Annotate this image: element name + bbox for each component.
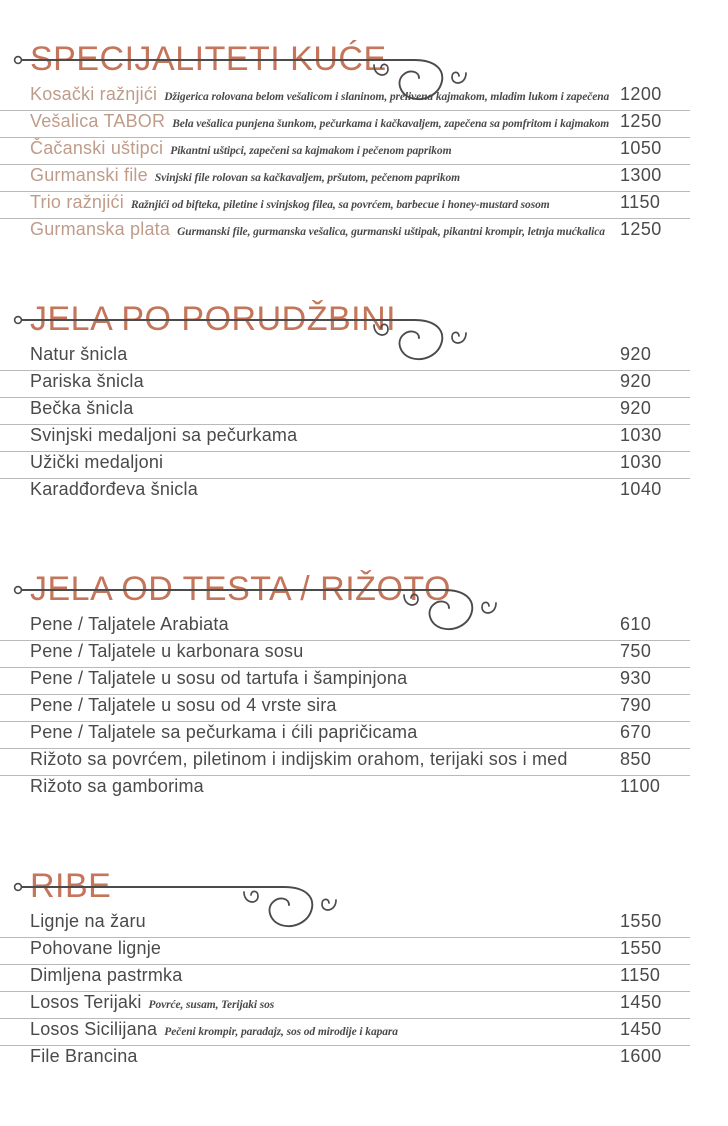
menu-item-main — [30, 938, 620, 959]
menu-item-row — [0, 479, 690, 506]
menu-item-name: Trio ražnjići — [30, 192, 124, 212]
menu-item-price: 1150 — [620, 192, 661, 212]
menu-item-main — [30, 479, 620, 500]
menu-item-description: Pikantni uštipci, zapečeni sa kajmakom i pečenom paprikom — [170, 145, 452, 157]
menu-item-name: Pene / Taljatele u sosu od 4 vrste sira — [30, 695, 337, 715]
menu-item-main — [30, 911, 620, 932]
menu-item-price: 1550 — [620, 938, 662, 958]
menu-item-price: 670 — [620, 722, 652, 742]
menu-item-row — [0, 614, 690, 641]
menu-item-row — [0, 371, 690, 398]
menu-item-list — [0, 911, 728, 1073]
menu-item-main — [30, 614, 620, 635]
menu-item-main — [30, 398, 620, 419]
section-title: RIBE — [30, 867, 112, 905]
menu-item-main — [30, 1046, 620, 1067]
menu-item-main — [30, 371, 620, 392]
menu-item-main — [30, 668, 620, 689]
menu-item-main — [30, 722, 620, 743]
menu-sections — [0, 26, 728, 1099]
section-spacer — [0, 246, 728, 286]
menu-item-row — [0, 138, 690, 165]
menu-item-list — [0, 344, 728, 506]
section-spacer — [0, 803, 728, 853]
menu-item-list — [0, 84, 728, 246]
menu-item-name: Čačanski uštipci — [30, 138, 164, 158]
menu-item-main — [30, 344, 620, 365]
menu-item-description: Pečeni krompir, paradajz, sos od mirodije i kapara — [164, 1026, 398, 1038]
menu-item-row — [0, 425, 690, 452]
section-title: JELA PO PORUDŽBINI — [30, 300, 397, 338]
menu-section — [0, 286, 728, 506]
menu-item-main — [30, 992, 620, 1013]
menu-item-main — [30, 111, 620, 132]
menu-item-price: 1050 — [620, 138, 662, 158]
menu-item-row — [0, 111, 690, 138]
menu-item-row — [0, 911, 690, 938]
menu-item-row — [0, 641, 690, 668]
menu-item-name: File Brancina — [30, 1046, 138, 1066]
menu-item-main — [30, 776, 620, 797]
menu-item-price: 1550 — [620, 911, 662, 931]
section-header — [0, 26, 728, 84]
menu-item-name: Svinjski medaljoni sa pečurkama — [30, 425, 298, 445]
menu-item-main — [30, 165, 620, 186]
menu-item-price: 610 — [620, 614, 652, 634]
menu-item-name: Rižoto sa povrćem, piletinom i indijskim orahom, terijaki sos i med — [30, 749, 568, 769]
menu-item-main — [30, 641, 620, 662]
menu-item-row — [0, 965, 690, 992]
menu-item-row — [0, 398, 690, 425]
menu-item-name: Dimljena pastrmka — [30, 965, 183, 985]
section-header — [0, 286, 728, 344]
menu-item-price: 1150 — [620, 965, 661, 985]
menu-item-main — [30, 749, 620, 770]
menu-item-row — [0, 992, 690, 1019]
menu-item-description: Gurmanski file, gurmanska vešalica, gurmanski uštipak, pikantni krompir, letnja mućkalica — [177, 226, 605, 238]
menu-item-row — [0, 722, 690, 749]
menu-item-price: 1600 — [620, 1046, 662, 1066]
menu-item-name: Losos Sicilijana — [30, 1019, 158, 1039]
menu-item-description: Svinjski file rolovan sa kačkavaljem, pršutom, pečenom paprikom — [154, 172, 460, 184]
menu-item-price: 850 — [620, 749, 652, 769]
menu-item-list — [0, 614, 728, 803]
menu-item-name: Kosački ražnjići — [30, 84, 158, 104]
menu-item-name: Gurmanski file — [30, 165, 148, 185]
menu-item-row — [0, 219, 690, 246]
menu-item-price: 1250 — [620, 219, 662, 239]
menu-item-main — [30, 138, 620, 159]
menu-item-name: Bečka šnicla — [30, 398, 134, 418]
menu-item-price: 920 — [620, 398, 652, 418]
menu-item-price: 1030 — [620, 425, 662, 445]
menu-item-main — [30, 192, 620, 213]
menu-item-price: 750 — [620, 641, 652, 661]
menu-item-name: Pariska šnicla — [30, 371, 144, 391]
menu-item-name: Gurmanska plata — [30, 219, 171, 239]
menu-item-price: 1450 — [620, 992, 662, 1012]
menu-section — [0, 853, 728, 1073]
menu-item-price: 790 — [620, 695, 652, 715]
menu-item-description: Bela vešalica punjena šunkom, pečurkama i kačkavaljem, zapečena sa pomfritom i kajmakom — [172, 118, 610, 130]
menu-item-price: 1450 — [620, 1019, 662, 1039]
menu-item-price: 1100 — [620, 776, 661, 796]
menu-item-name: Pene / Taljatele u karbonara sosu — [30, 641, 304, 661]
menu-item-name: Losos Terijaki — [30, 992, 142, 1012]
menu-item-row — [0, 165, 690, 192]
menu-section — [0, 26, 728, 246]
menu-item-main — [30, 219, 620, 240]
menu-item-row — [0, 1046, 690, 1073]
menu-item-description: Džigerica rolovana belom vešalicom i slaninom, prelivena kajmakom, mladim lukom i zapečena — [164, 91, 610, 103]
menu-item-main — [30, 452, 620, 473]
menu-item-description: Ražnjići od bifteka, piletine i svinjskog filea, sa povrćem, barbecue i honey-mustard sosom — [130, 199, 550, 211]
menu-item-price: 1040 — [620, 479, 662, 499]
top-spacer — [0, 0, 728, 26]
menu-item-row — [0, 695, 690, 722]
menu-item-description: Povrće, susam, Terijaki sos — [148, 999, 275, 1011]
menu-item-price: 920 — [620, 344, 652, 364]
section-header — [0, 556, 728, 614]
menu-item-name: Karadđorđeva šnicla — [30, 479, 198, 499]
menu-item-main — [30, 1019, 620, 1040]
menu-item-main — [30, 965, 620, 986]
section-spacer — [0, 506, 728, 556]
section-spacer — [0, 1073, 728, 1099]
menu-item-row — [0, 452, 690, 479]
menu-item-price: 1030 — [620, 452, 662, 472]
menu-item-name: Vešalica TABOR — [30, 111, 166, 131]
menu-item-row — [0, 749, 690, 776]
menu-item-name: Pene / Taljatele Arabiata — [30, 614, 229, 634]
menu-item-main — [30, 695, 620, 716]
menu-item-name: Užički medaljoni — [30, 452, 164, 472]
menu-item-row — [0, 84, 690, 111]
section-title: SPECIJALITETI KUĆE — [30, 40, 387, 78]
menu-item-name: Pohovane lignje — [30, 938, 162, 958]
menu-item-name: Natur šnicla — [30, 344, 128, 364]
menu-item-main — [30, 84, 620, 105]
menu-item-price: 1200 — [620, 84, 662, 104]
menu-item-main — [30, 425, 620, 446]
menu-item-row — [0, 938, 690, 965]
menu-item-price: 930 — [620, 668, 652, 688]
menu-section — [0, 556, 728, 803]
menu-item-row — [0, 1019, 690, 1046]
menu-item-name: Pene / Taljatele u sosu od tartufa i šampinjona — [30, 668, 408, 688]
section-header — [0, 853, 728, 911]
menu-item-row — [0, 776, 690, 803]
section-title: JELA OD TESTA / RIŽOTO — [30, 570, 451, 608]
menu-item-price: 1250 — [620, 111, 662, 131]
menu-item-name: Lignje na žaru — [30, 911, 146, 931]
menu-item-name: Pene / Taljatele sa pečurkama i ćili papričicama — [30, 722, 418, 742]
menu-item-name: Rižoto sa gamborima — [30, 776, 204, 796]
menu-item-row — [0, 668, 690, 695]
menu-item-row — [0, 344, 690, 371]
menu-item-row — [0, 192, 690, 219]
menu-item-price: 920 — [620, 371, 652, 391]
menu-item-price: 1300 — [620, 165, 662, 185]
